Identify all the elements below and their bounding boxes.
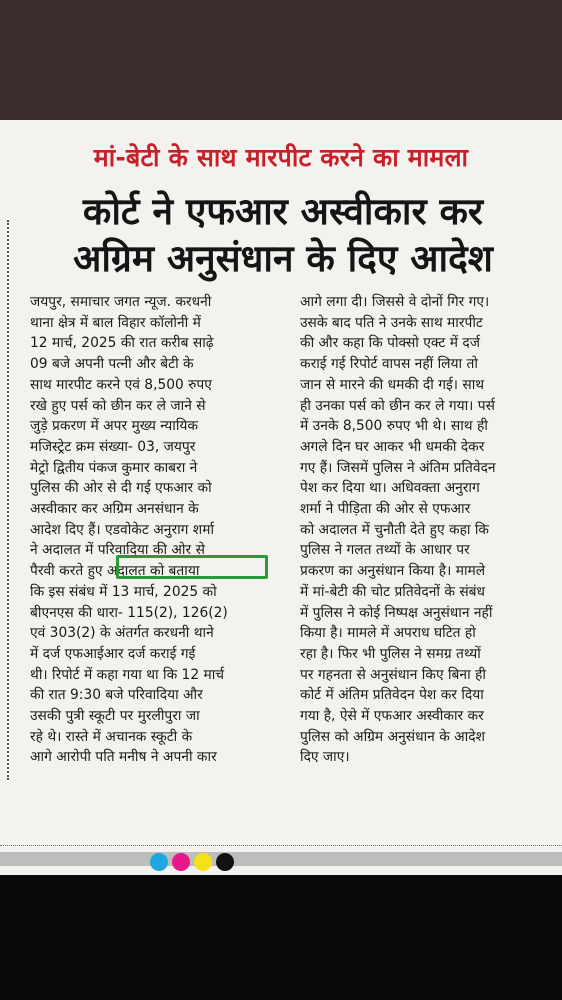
grey-rule bbox=[0, 852, 562, 866]
text-line: कि इस संबंध में 13 मार्च, 2025 को bbox=[30, 583, 217, 600]
text-line: साथ मारपीट करने एवं 8,500 रुपए bbox=[30, 376, 212, 393]
text-line: पर गहनता से अनुसंधान किए बिना ही bbox=[300, 666, 486, 683]
text-line: पुलिस को अग्रिम अनुसंधान के आदेश bbox=[300, 728, 485, 745]
text-line: पैरवी करते हुए अदालत को बताया bbox=[30, 563, 200, 580]
text-line: कराई गई रिपोर्ट वापस नहीं लिया तो bbox=[300, 356, 478, 373]
text-line: अस्वीकार कर अग्रिम अनसंधान के bbox=[30, 501, 199, 518]
text-line: उसकी पुत्री स्कूटी पर मुरलीपुरा जा bbox=[30, 708, 200, 725]
text-line: को अदालत में चुनौती देते हुए कहा कि bbox=[300, 521, 490, 538]
text-line: में पुलिस ने कोई निष्पक्ष अनुसंधान नहीं bbox=[300, 604, 493, 621]
cut-line bbox=[7, 220, 9, 780]
text-line: पुलिस ने गलत तथ्यों के आधार पर bbox=[300, 542, 470, 559]
text-line: 09 बजे अपनी पत्नी और बेटी के bbox=[30, 356, 194, 373]
text-line: दिए जाए। bbox=[300, 749, 350, 766]
text-line: जयपुर, समाचार जगत न्यूज. करधनी bbox=[30, 294, 212, 310]
text-line: पुलिस की ओर से दी गई एफआर को bbox=[30, 480, 212, 497]
bottom-dark-bar bbox=[0, 875, 562, 1000]
name-highlight-box bbox=[116, 555, 268, 579]
headline-line-2: अग्रिम अनुसंधान के दिए आदेश bbox=[73, 237, 493, 280]
article-headline bbox=[18, 188, 548, 282]
text-line: थाना क्षेत्र में बाल विहार कॉलोनी में bbox=[30, 314, 201, 331]
registration-dot bbox=[194, 853, 212, 871]
top-dark-bar bbox=[0, 0, 562, 120]
text-line: थी। रिपोर्ट में कहा गया था कि 12 मार्च bbox=[30, 666, 225, 683]
text-line: कोर्ट में अंतिम प्रतिवेदन पेश कर दिया bbox=[300, 687, 484, 704]
text-line: रहा है। फिर भी पुलिस ने समग्र तथ्यों bbox=[300, 645, 481, 662]
text-line: अगले दिन घर आकर भी धमकी देकर bbox=[300, 438, 485, 455]
text-line: बीएनएस की धारा- 115(2), 126(2) bbox=[30, 604, 228, 621]
registration-dot bbox=[172, 853, 190, 871]
text-line: शर्मा ने पीड़िता की ओर से एफआर bbox=[300, 501, 471, 518]
dotted-rule bbox=[0, 845, 562, 846]
text-line: गए हैं। जिसमें पुलिस ने अंतिम प्रतिवेदन bbox=[300, 459, 496, 476]
article-kicker: मां-बेटी के साथ मारपीट करने का मामला bbox=[93, 143, 469, 172]
text-line: में दर्ज एफआईआर दर्ज कराई गई bbox=[30, 645, 196, 662]
registration-marks bbox=[150, 853, 234, 871]
text-line: में उनके 8,500 रुपए भी थे। साथ ही bbox=[300, 418, 488, 435]
text-line: की रात 9:30 बजे परिवादिया और bbox=[30, 687, 203, 704]
article-column-left bbox=[30, 292, 285, 768]
text-line: उसके बाद पति ने उनके साथ मारपीट bbox=[300, 314, 483, 331]
text-line: मेट्रो द्वितीय पंकज कुमार काबरा ने bbox=[30, 459, 198, 476]
text-line: रखे हुए पर्स को छीन कर ले जाने से bbox=[30, 397, 206, 414]
text-line: में मां-बेटी की चोट प्रतिवेदनों के संबंध bbox=[300, 583, 486, 600]
text-line: मजिस्ट्रेट क्रम संख्या- 03, जयपुर bbox=[30, 438, 196, 455]
text-line: ही उनका पर्स को छीन कर ले गया। पर्स bbox=[300, 397, 495, 414]
text-line: आदेश दिए हैं। एडवोकेट अनुराग शर्मा bbox=[30, 521, 215, 538]
text-line: एवं 303(2) के अंतर्गत करधनी थाने bbox=[30, 625, 214, 642]
text-line: 12 मार्च, 2025 की रात करीब साढ़े bbox=[30, 335, 214, 352]
text-line: आगे आरोपी पति मनीष ने अपनी कार bbox=[30, 749, 217, 766]
headline-line-1: कोर्ट ने एफआर अस्वीकार कर bbox=[82, 190, 484, 233]
text-line: प्रकरण का अनुसंधान किया है। मामले bbox=[300, 563, 486, 580]
text-line: ने अदालत में परिवादिया की ओर से bbox=[30, 542, 205, 559]
text-line: पेश कर दिया था। अधिवक्ता अनुराग bbox=[300, 480, 480, 497]
text-line: जान से मारने की धमकी दी गई। साथ bbox=[300, 376, 485, 393]
text-line: गया है, ऐसे में एफआर अस्वीकार कर bbox=[300, 708, 484, 725]
text-line: की और कहा कि पोक्सो एक्ट में दर्ज bbox=[300, 335, 480, 352]
text-line: किया है। मामले में अपराध घटित हो bbox=[300, 625, 476, 642]
text-line: जुड़े प्रकरण में अपर मुख्य न्यायिक bbox=[30, 418, 199, 435]
text-line: आगे लगा दी। जिससे वे दोनों गिर गए। bbox=[300, 294, 490, 310]
registration-dot bbox=[150, 853, 168, 871]
registration-dot bbox=[216, 853, 234, 871]
text-line: रहे थे। रास्ते में अचानक स्कूटी के bbox=[30, 728, 193, 745]
article-column-right bbox=[300, 292, 555, 768]
